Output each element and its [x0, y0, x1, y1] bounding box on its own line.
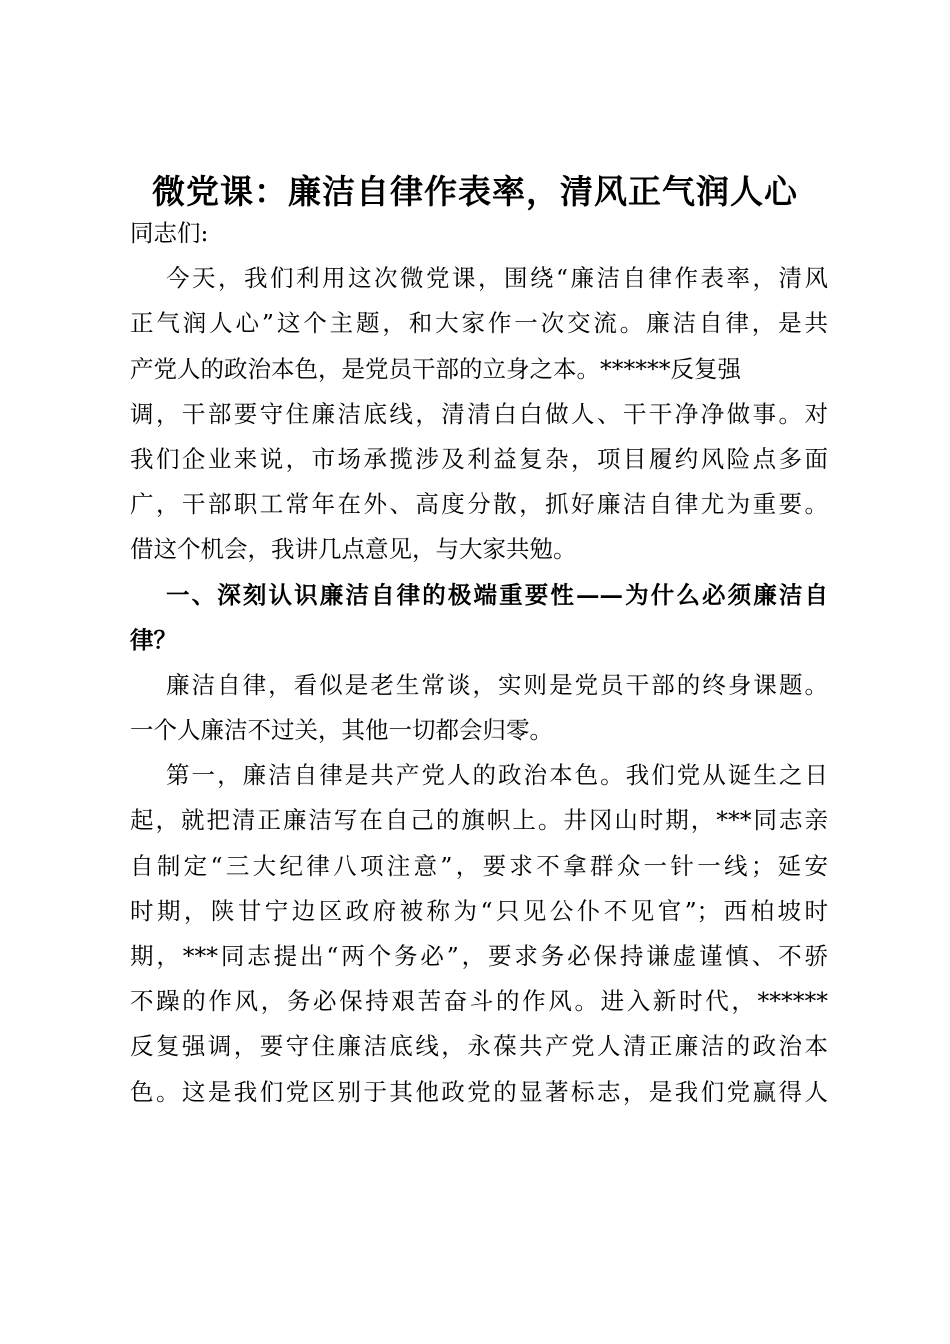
- text-line: 调，干部要守住廉洁底线，清清白白做人、干干净净做事。对: [130, 399, 828, 428]
- text-line: 借这个机会，我讲几点意见，与大家共勉。: [130, 535, 577, 564]
- text-line: 我们企业来说，市场承揽涉及利益复杂，项目履约风险点多面: [130, 444, 828, 473]
- text-line: 产党人的政治本色，是党员干部的立身之本。******反复强: [130, 354, 741, 383]
- text-line: 反复强调，要守住廉洁底线，永葆共产党人清正廉洁的政治本: [130, 1032, 828, 1061]
- text-line: 一个人廉洁不过关，其他一切都会归零。: [130, 716, 553, 745]
- section-heading-line: 律？: [130, 625, 177, 654]
- text-line: 自制定“三大纪律八项注意”，要求不拿群众一针一线；延安: [130, 851, 828, 880]
- text-line: 同志们:: [130, 219, 209, 247]
- text-line: 不躁的作风，务必保持艰苦奋斗的作风。进入新时代，******: [130, 987, 828, 1016]
- text-line: 广，干部职工常年在外、高度分散，抓好廉洁自律尤为重要。: [130, 490, 828, 519]
- document-title: 微党课：廉洁自律作表率，清风正气润人心: [152, 172, 798, 211]
- text-line: 第一，廉洁自律是共产党人的政治本色。我们党从诞生之日: [166, 761, 828, 790]
- text-line: 期，***同志提出“两个务必”，要求务必保持谦虚谨慎、不骄: [130, 942, 828, 970]
- document-body: [130, 211, 828, 1115]
- text-line: 今天，我们利用这次微党课，围绕“廉洁自律作表率，清风: [166, 264, 828, 293]
- text-line: 起，就把清正廉洁写在自己的旗帜上。井冈山时期，***同志亲: [130, 806, 828, 835]
- text-line: 正气润人心”这个主题，和大家作一次交流。廉洁自律，是共: [130, 309, 828, 338]
- text-line: 色。这是我们党区别于其他政党的显著标志，是我们党赢得人: [130, 1077, 828, 1106]
- text-line: 廉洁自律，看似是老生常谈，实则是党员干部的终身课题。: [166, 670, 828, 699]
- text-line: 时期，陕甘宁边区政府被称为“只见公仆不见官”；西柏坡时: [130, 896, 828, 925]
- section-heading-line: 一、深刻认识廉洁自律的极端重要性——为什么必须廉洁自: [166, 580, 828, 609]
